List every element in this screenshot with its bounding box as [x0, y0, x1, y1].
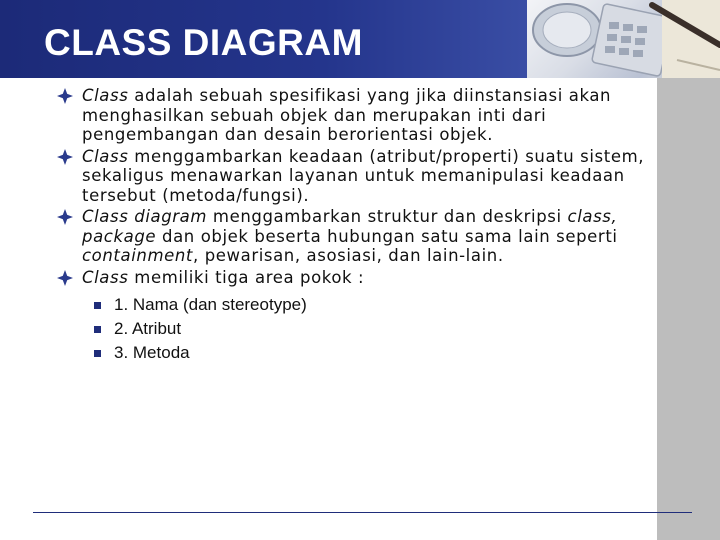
bullet-text: dan objek beserta hubungan satu sama lain seperti: [156, 226, 618, 246]
square-bullet-icon: [94, 350, 101, 357]
sub-item-text: 1. Nama (dan stereotype): [114, 295, 307, 314]
bullet-item: [56, 86, 686, 145]
bullet-text-italic: Class: [82, 267, 129, 287]
diamond-bullet-icon: [56, 269, 74, 287]
diamond-bullet-icon: [56, 148, 74, 166]
header-image: [527, 0, 720, 78]
sub-list-item: [94, 293, 686, 317]
bottom-divider: [33, 512, 692, 513]
bullet-text-italic: class, package: [82, 207, 618, 246]
square-bullet-icon: [94, 302, 101, 309]
bullet-text-italic: Class diagram: [82, 207, 208, 226]
sub-item-text: 3. Metoda: [114, 343, 190, 362]
bullet-text: , pewarisan, asosiasi, dan lain-lain.: [193, 246, 504, 265]
bullet-text: menggambarkan struktur dan deskripsi: [207, 207, 568, 226]
calculator-and-pen-image: [527, 0, 720, 78]
slide-title: CLASS DIAGRAM: [44, 22, 363, 63]
sub-item-text: 2. Atribut: [114, 319, 182, 338]
bullet-item: [56, 207, 686, 266]
content-body: [56, 86, 686, 365]
diamond-bullet-icon: [56, 208, 74, 226]
bullet-text-italic: containment: [82, 246, 193, 265]
bullet-text-italic: Class: [82, 86, 129, 105]
bullet-text: menggambarkan keadaan (atribut/properti) suatu sistem, sekaligus menawarkan layanan untuk memanipulasi keadaan tersebut (metoda/fungsi).: [82, 146, 645, 205]
sub-list: [56, 293, 686, 365]
bullet-item: [56, 147, 686, 206]
bullet-item: [56, 268, 686, 288]
bullet-text: memiliki tiga area pokok :: [128, 267, 365, 287]
diamond-bullet-icon: [56, 87, 74, 105]
sub-list-item: [94, 317, 686, 341]
square-bullet-icon: [94, 326, 101, 333]
bullet-text: adalah sebuah spesifikasi yang jika diinstansiasi akan menghasilkan sebuah objek dan merupakan inti dari pengembangan dan desain berorientasi objek.: [82, 86, 612, 144]
sub-list-item: [94, 341, 686, 365]
bullet-text-italic: Class: [82, 146, 129, 166]
